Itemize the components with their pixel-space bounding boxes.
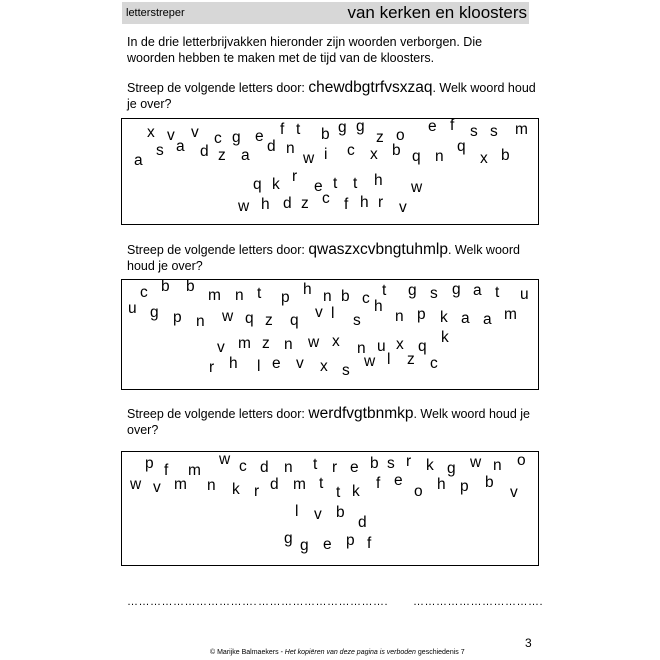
- puzzle-letter[interactable]: p: [346, 532, 355, 549]
- puzzle-letter[interactable]: v: [153, 479, 161, 496]
- puzzle-letter[interactable]: x: [396, 336, 404, 353]
- puzzle-letter[interactable]: q: [457, 138, 466, 155]
- puzzle-letter[interactable]: w: [303, 150, 315, 167]
- puzzle-letter[interactable]: h: [261, 196, 270, 213]
- puzzle-letter[interactable]: l: [331, 305, 335, 322]
- puzzle-letter[interactable]: h: [374, 298, 383, 315]
- puzzle-letter[interactable]: t: [336, 484, 341, 501]
- puzzle-letter[interactable]: g: [447, 460, 456, 477]
- puzzle-letter[interactable]: t: [353, 175, 358, 192]
- puzzle-letter[interactable]: q: [290, 312, 299, 329]
- puzzle-letter[interactable]: v: [510, 484, 518, 501]
- puzzle-letter[interactable]: z: [218, 147, 226, 164]
- puzzle-letter[interactable]: o: [414, 483, 423, 500]
- puzzle-letter[interactable]: m: [208, 287, 221, 304]
- puzzle-letter[interactable]: h: [437, 476, 446, 493]
- puzzle-letter[interactable]: w: [130, 476, 142, 493]
- puzzle-letter[interactable]: m: [293, 476, 306, 493]
- puzzle-letter[interactable]: w: [222, 308, 234, 325]
- puzzle-letter[interactable]: s: [342, 362, 350, 379]
- puzzle-letter[interactable]: m: [515, 121, 528, 138]
- puzzle-letter[interactable]: z: [376, 129, 384, 146]
- puzzle-letter[interactable]: r: [292, 168, 298, 185]
- puzzle-letter[interactable]: p: [281, 289, 290, 306]
- puzzle-letter[interactable]: q: [253, 176, 262, 193]
- puzzle-letter[interactable]: c: [140, 284, 148, 301]
- puzzle-letter[interactable]: h: [374, 172, 383, 189]
- puzzle-letter[interactable]: f: [450, 117, 455, 134]
- puzzle-letter[interactable]: m: [174, 476, 187, 493]
- puzzle-letter[interactable]: e: [272, 355, 281, 372]
- puzzle-letter[interactable]: w: [470, 454, 482, 471]
- puzzle-letter[interactable]: t: [257, 285, 262, 302]
- puzzle-letter[interactable]: w: [238, 198, 250, 215]
- puzzle-letter[interactable]: n: [323, 288, 332, 305]
- puzzle-letter[interactable]: o: [396, 127, 405, 144]
- puzzle-letter[interactable]: d: [283, 195, 292, 212]
- puzzle-letter[interactable]: b: [321, 126, 330, 143]
- puzzle-letter[interactable]: t: [296, 121, 301, 138]
- puzzle-letter[interactable]: b: [485, 474, 494, 491]
- puzzle-letter[interactable]: s: [353, 312, 361, 329]
- puzzle-letter[interactable]: c: [239, 458, 247, 475]
- puzzle-letter[interactable]: a: [473, 282, 482, 299]
- puzzle-letter[interactable]: n: [235, 287, 244, 304]
- puzzle-letter[interactable]: e: [255, 128, 264, 145]
- puzzle-letter[interactable]: w: [219, 451, 231, 468]
- puzzle-letter[interactable]: f: [367, 535, 372, 552]
- puzzle-letter[interactable]: p: [173, 309, 182, 326]
- puzzle-letter[interactable]: u: [128, 300, 137, 317]
- puzzle-letter[interactable]: r: [378, 194, 384, 211]
- puzzle-letter[interactable]: p: [460, 478, 469, 495]
- puzzle-letter[interactable]: g: [408, 282, 417, 299]
- puzzle-letter[interactable]: n: [357, 340, 366, 357]
- puzzle-letter[interactable]: s: [490, 123, 498, 140]
- puzzle-letter[interactable]: f: [376, 475, 381, 492]
- puzzle-letter[interactable]: e: [394, 472, 403, 489]
- intro-text: In de drie letterbrijvakken hieronder zijn woorden verborgen. Die woorden hebben te maken met de tijd van de kloosters.: [127, 35, 483, 65]
- puzzle-letter[interactable]: l: [295, 503, 299, 520]
- answer-line-2[interactable]: …………………………….: [258, 596, 389, 608]
- puzzle-letter[interactable]: k: [352, 483, 360, 500]
- puzzle-letter[interactable]: n: [196, 313, 205, 330]
- puzzle-letter[interactable]: n: [435, 148, 444, 165]
- letter-box-2: [121, 279, 539, 390]
- answer-line-1[interactable]: …………………………….: [127, 596, 258, 608]
- instruction-suffix: . Welk woord houd je over?: [127, 243, 520, 273]
- puzzle-letter[interactable]: g: [150, 304, 159, 321]
- puzzle-letter[interactable]: e: [428, 118, 437, 135]
- puzzle-letter[interactable]: q: [418, 338, 427, 355]
- puzzle-letter[interactable]: l: [387, 351, 391, 368]
- puzzle-letter[interactable]: v: [191, 124, 199, 141]
- header-label: letterstreper: [126, 7, 185, 19]
- instruction-1: [127, 80, 537, 112]
- puzzle-letter[interactable]: k: [232, 481, 240, 498]
- puzzle-letter[interactable]: n: [284, 336, 293, 353]
- puzzle-letter[interactable]: m: [238, 335, 251, 352]
- puzzle-letter[interactable]: z: [301, 195, 309, 212]
- puzzle-letter[interactable]: s: [470, 123, 478, 140]
- puzzle-letter[interactable]: w: [411, 179, 423, 196]
- puzzle-letter[interactable]: k: [441, 329, 449, 346]
- puzzle-letter[interactable]: n: [395, 308, 404, 325]
- puzzle-letter[interactable]: b: [501, 147, 510, 164]
- puzzle-letter[interactable]: x: [370, 146, 378, 163]
- instruction-suffix: . Welk woord houd je over?: [127, 407, 530, 437]
- puzzle-letter[interactable]: f: [344, 196, 349, 213]
- instruction-suffix: . Welk woord houd je over?: [127, 81, 536, 111]
- puzzle-letter[interactable]: i: [324, 146, 328, 163]
- footer-notice: - Het kopiëren van deze pagina is verboden: [280, 649, 416, 656]
- puzzle-letter[interactable]: c: [362, 290, 370, 307]
- puzzle-letter[interactable]: s: [387, 455, 395, 472]
- footer: [210, 649, 465, 656]
- puzzle-letter[interactable]: a: [483, 311, 492, 328]
- puzzle-letter[interactable]: g: [232, 129, 241, 146]
- puzzle-letter[interactable]: d: [358, 514, 367, 531]
- puzzle-letter[interactable]: x: [147, 124, 155, 141]
- puzzle-letter[interactable]: h: [229, 355, 238, 372]
- puzzle-letter[interactable]: n: [207, 477, 216, 494]
- puzzle-letter[interactable]: w: [308, 334, 320, 351]
- puzzle-letter[interactable]: t: [495, 284, 500, 301]
- puzzle-letter[interactable]: g: [338, 119, 347, 136]
- puzzle-letter[interactable]: e: [314, 178, 323, 195]
- puzzle-letter[interactable]: t: [319, 475, 324, 492]
- puzzle-letter[interactable]: z: [265, 312, 273, 329]
- puzzle-letter[interactable]: t: [313, 456, 318, 473]
- puzzle-letter[interactable]: w: [364, 353, 376, 370]
- instruction-prefix: Streep de volgende letters door:: [127, 81, 309, 95]
- puzzle-letter[interactable]: c: [214, 130, 222, 147]
- puzzle-letter[interactable]: q: [412, 148, 421, 165]
- puzzle-letter[interactable]: d: [270, 476, 279, 493]
- footer-subject: geschiedenis 7: [417, 649, 465, 656]
- puzzle-letter[interactable]: e: [350, 459, 359, 476]
- puzzle-letter[interactable]: e: [323, 536, 332, 553]
- puzzle-letter[interactable]: d: [267, 138, 276, 155]
- puzzle-letter[interactable]: g: [356, 118, 365, 135]
- puzzle-letter[interactable]: n: [493, 457, 502, 474]
- puzzle-letter[interactable]: m: [504, 306, 517, 323]
- puzzle-letter[interactable]: c: [430, 355, 438, 372]
- puzzle-letter[interactable]: b: [336, 504, 345, 521]
- puzzle-letter[interactable]: x: [480, 150, 488, 167]
- puzzle-letter[interactable]: c: [347, 142, 355, 159]
- puzzle-letter[interactable]: c: [322, 190, 330, 207]
- puzzle-letter[interactable]: p: [417, 306, 426, 323]
- footer-copyright: © Marijke Balmaekers: [210, 649, 279, 656]
- puzzle-letter[interactable]: r: [406, 453, 412, 470]
- instruction-prefix: Streep de volgende letters door:: [127, 407, 309, 421]
- puzzle-letter[interactable]: n: [284, 459, 293, 476]
- puzzle-letter[interactable]: o: [517, 452, 526, 469]
- puzzle-letter[interactable]: b: [186, 278, 195, 295]
- letters-to-strike: qwaszxcvbngtuhmlp: [308, 241, 448, 258]
- puzzle-letter[interactable]: v: [315, 304, 323, 321]
- puzzle-letter[interactable]: v: [167, 127, 175, 144]
- puzzle-letter[interactable]: k: [272, 176, 280, 193]
- puzzle-letter[interactable]: n: [286, 140, 295, 157]
- puzzle-letter[interactable]: p: [145, 455, 154, 472]
- puzzle-letter[interactable]: q: [245, 310, 254, 327]
- instruction-3: [127, 406, 537, 438]
- letters-to-strike: chewdbgtrfvsxzaq: [308, 79, 433, 96]
- puzzle-letter[interactable]: t: [333, 175, 338, 192]
- puzzle-letter[interactable]: v: [314, 506, 322, 523]
- puzzle-letter[interactable]: g: [452, 281, 461, 298]
- puzzle-letter[interactable]: r: [209, 359, 215, 376]
- puzzle-letter[interactable]: x: [332, 333, 340, 350]
- page-number: 3: [525, 636, 532, 650]
- puzzle-letter[interactable]: a: [176, 138, 185, 155]
- puzzle-letter[interactable]: x: [320, 358, 328, 375]
- puzzle-letter[interactable]: b: [161, 278, 170, 295]
- puzzle-letter[interactable]: k: [426, 457, 434, 474]
- letter-box-3: [121, 451, 539, 566]
- puzzle-letter[interactable]: a: [134, 152, 143, 169]
- puzzle-letter[interactable]: s: [430, 285, 438, 302]
- answer-line-3[interactable]: …………………………….: [413, 596, 544, 608]
- puzzle-letter[interactable]: a: [461, 310, 470, 327]
- puzzle-letter[interactable]: v: [399, 199, 407, 216]
- puzzle-letter[interactable]: d: [260, 459, 269, 476]
- puzzle-letter[interactable]: k: [440, 309, 448, 326]
- header-title: van kerken en kloosters: [347, 3, 527, 22]
- letter-box-1: [121, 118, 539, 225]
- puzzle-letter[interactable]: v: [217, 339, 225, 356]
- letters-to-strike: werdfvgtbnmkp: [308, 405, 414, 422]
- puzzle-letter[interactable]: s: [156, 142, 164, 159]
- puzzle-letter[interactable]: h: [303, 281, 312, 298]
- instruction-prefix: Streep de volgende letters door:: [127, 243, 309, 257]
- puzzle-letter[interactable]: f: [164, 462, 169, 479]
- puzzle-letter[interactable]: h: [360, 194, 369, 211]
- puzzle-letter[interactable]: v: [296, 355, 304, 372]
- puzzle-letter[interactable]: b: [392, 142, 401, 159]
- puzzle-letter[interactable]: z: [407, 351, 415, 368]
- puzzle-letter[interactable]: z: [262, 335, 270, 352]
- puzzle-letter[interactable]: r: [254, 483, 260, 500]
- puzzle-letter[interactable]: l: [257, 358, 261, 375]
- puzzle-letter[interactable]: u: [377, 338, 386, 355]
- puzzle-letter[interactable]: t: [382, 282, 387, 299]
- puzzle-letter[interactable]: d: [200, 143, 209, 160]
- puzzle-letter[interactable]: b: [370, 455, 379, 472]
- puzzle-letter[interactable]: g: [284, 530, 293, 547]
- puzzle-letter[interactable]: a: [241, 147, 250, 164]
- puzzle-letter[interactable]: f: [280, 121, 285, 138]
- puzzle-letter[interactable]: m: [188, 462, 201, 479]
- page-header: [122, 2, 529, 24]
- puzzle-letter[interactable]: r: [332, 459, 338, 476]
- instruction-2: [127, 242, 537, 274]
- puzzle-letter[interactable]: g: [300, 537, 309, 554]
- puzzle-letter[interactable]: u: [520, 286, 529, 303]
- puzzle-letter[interactable]: b: [341, 288, 350, 305]
